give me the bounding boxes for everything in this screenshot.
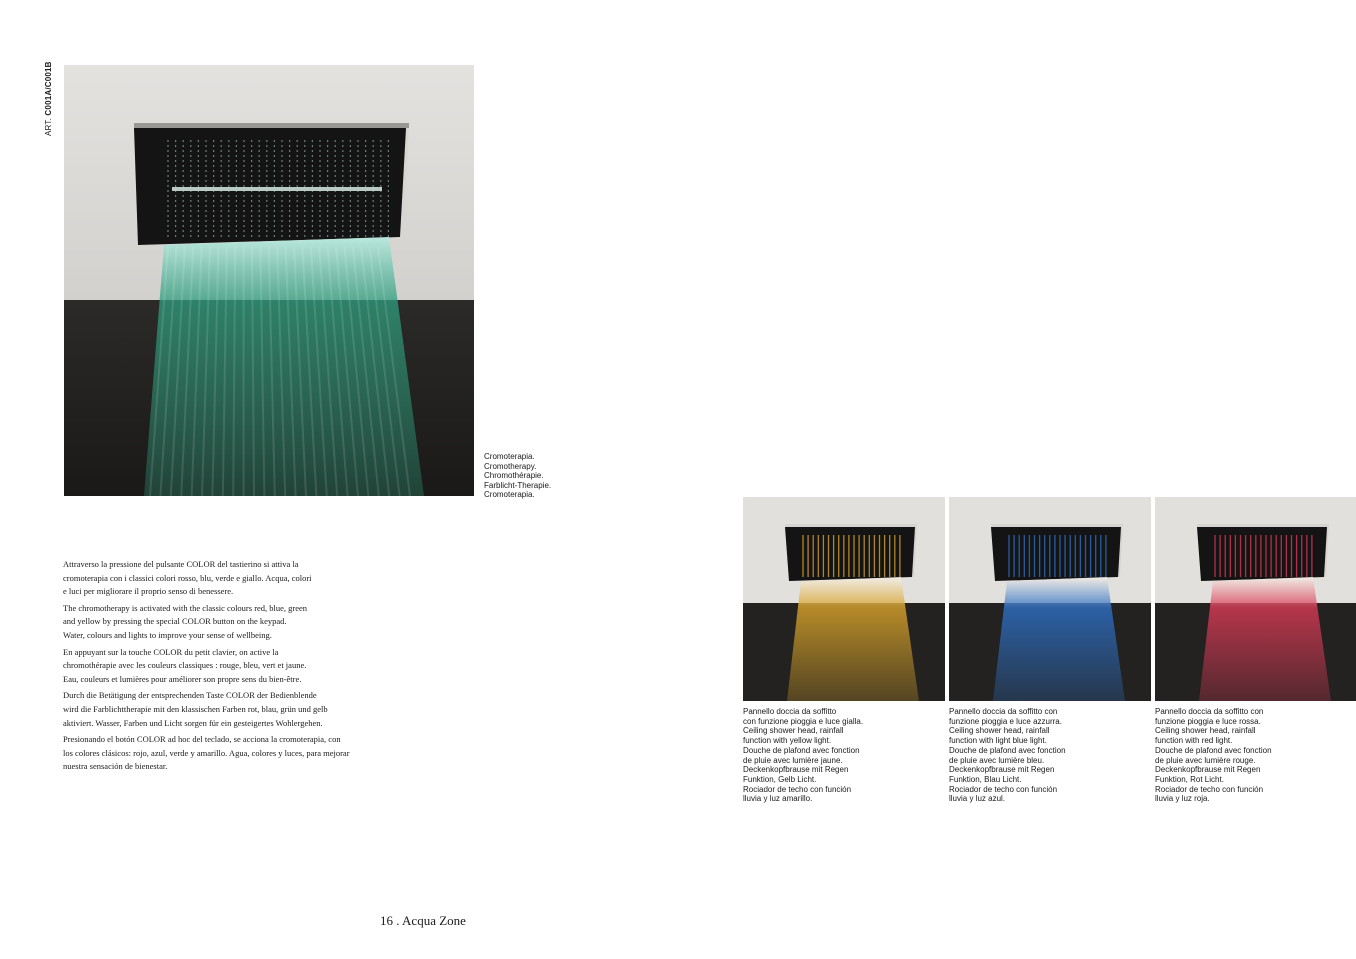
caption-line: de pluie avec lumière jaune. xyxy=(743,755,843,765)
caption-line: Funktion, Gelb Licht. xyxy=(743,774,817,784)
caption-line: function with yellow light. xyxy=(743,736,832,746)
description-text xyxy=(63,558,363,777)
caption-line: funzione pioggia e luce rossa. xyxy=(1155,716,1261,726)
caption-line: Pannello doccia da soffitto con xyxy=(949,707,1058,716)
caption-line: Farblicht-Therapie. xyxy=(484,480,552,490)
caption-line: Chromothérapie. xyxy=(484,471,544,481)
blue-light-photo xyxy=(949,497,1151,701)
caption-line: con funzione pioggia e luce gialla. xyxy=(743,716,864,726)
body-line: wird die Farblichttherapie mit den klassischen Farben rot, blau, grün und gelb xyxy=(63,703,328,714)
caption-line: Douche de plafond avec fonction xyxy=(949,745,1066,755)
body-line: Eau, couleurs et lumières pour améliorer son propre sens du bien-être. xyxy=(63,673,302,684)
body-line: En appuyant sur la touche COLOR du petit clavier, on active la xyxy=(63,646,279,657)
caption-line: lluvia y luz azul. xyxy=(949,794,1006,804)
caption-line: function with light blue light. xyxy=(949,736,1047,746)
caption-line: Deckenkopfbrause mit Regen xyxy=(1155,765,1261,775)
main-photo-caption xyxy=(484,452,551,500)
article-code-prefix: ART. xyxy=(44,118,53,136)
shower-photo xyxy=(949,497,1151,701)
caption-line: Deckenkopfbrause mit Regen xyxy=(949,765,1055,775)
caption-line: Ceiling shower head, rainfall xyxy=(1155,726,1256,736)
article-code-value: C001A/C001B xyxy=(44,61,53,116)
caption-line: lluvia y luz roja. xyxy=(1155,794,1210,804)
body-paragraph xyxy=(63,602,363,643)
caption-line: function with red light. xyxy=(1155,736,1233,746)
body-paragraph xyxy=(63,689,363,730)
red-light-photo xyxy=(1155,497,1356,701)
caption-line: Rociador de techo con función xyxy=(743,784,852,794)
caption-line: Douche de plafond avec fonction xyxy=(1155,745,1272,755)
body-line: los colores clásicos: rojo, azul, verde y amarillo. Agua, colores y luces, para mejorar xyxy=(63,747,350,758)
body-line: Durch die Betätigung der entsprechenden Taste COLOR der Bedienblende xyxy=(63,690,317,701)
green-rain-shower-image xyxy=(64,65,474,496)
caption-line: Pannello doccia da soffitto con xyxy=(1155,707,1264,716)
shower-photo xyxy=(743,497,945,701)
caption-line: de pluie avec lumière bleu. xyxy=(949,755,1045,765)
main-shower-photo xyxy=(64,65,474,496)
body-line: chromothérapie avec les couleurs classiques : rouge, bleu, vert et jaune. xyxy=(63,660,307,671)
body-line: The chromotherapy is activated with the classic colours red, blue, green xyxy=(63,602,308,613)
body-line: Presionando el botón COLOR ad hoc del teclado, se acciona la cromoterapia, con xyxy=(63,734,341,745)
caption-line: lluvia y luz amarillo. xyxy=(743,794,813,804)
body-line: nuestra sensación de bienestar. xyxy=(63,761,168,772)
caption-line: Cromotherapy. xyxy=(484,461,537,471)
caption-line: funzione pioggia e luce azzurra. xyxy=(949,716,1062,726)
caption-line: Rociador de techo con función xyxy=(1155,784,1264,794)
article-code xyxy=(44,61,53,136)
caption-line: Douche de plafond avec fonction xyxy=(743,745,860,755)
body-paragraph xyxy=(63,646,363,687)
body-line: Water, colours and lights to improve your sense of wellbeing. xyxy=(63,629,272,640)
caption-line: Deckenkopfbrause mit Regen xyxy=(743,765,849,775)
caption-line: Pannello doccia da soffitto xyxy=(743,707,837,716)
caption-line: Ceiling shower head, rainfall xyxy=(949,726,1050,736)
body-paragraph xyxy=(63,558,363,599)
caption-line: Cromoterapia. xyxy=(484,490,535,500)
caption-line: Cromoterapia. xyxy=(484,452,535,461)
body-line: and yellow by pressing the special COLOR button on the keypad. xyxy=(63,616,287,627)
caption-line: Rociador de techo con función xyxy=(949,784,1058,794)
caption-line: de pluie avec lumière rouge. xyxy=(1155,755,1256,765)
yellow-light-caption xyxy=(743,707,943,804)
caption-line: Funktion, Blau Licht. xyxy=(949,774,1022,784)
caption-line: Ceiling shower head, rainfall xyxy=(743,726,844,736)
body-line: e luci per migliorare il proprio senso di benessere. xyxy=(63,586,234,597)
body-line: cromoterapia con i classici colori rosso, blu, verde e giallo. Acqua, colori xyxy=(63,572,312,583)
shower-photo xyxy=(1155,497,1356,701)
yellow-light-photo xyxy=(743,497,945,701)
blue-light-caption xyxy=(949,707,1149,804)
body-line: Attraverso la pressione del pulsante COLOR del tastierino si attiva la xyxy=(63,559,299,569)
body-paragraph xyxy=(63,733,363,774)
caption-line: Funktion, Rot Licht. xyxy=(1155,774,1224,784)
body-line: aktiviert. Wasser, Farben und Licht sorgen für ein gesteigertes Wohlergehen. xyxy=(63,717,323,728)
page-folio: 16 . Acqua Zone xyxy=(380,913,466,928)
red-light-caption xyxy=(1155,707,1355,804)
